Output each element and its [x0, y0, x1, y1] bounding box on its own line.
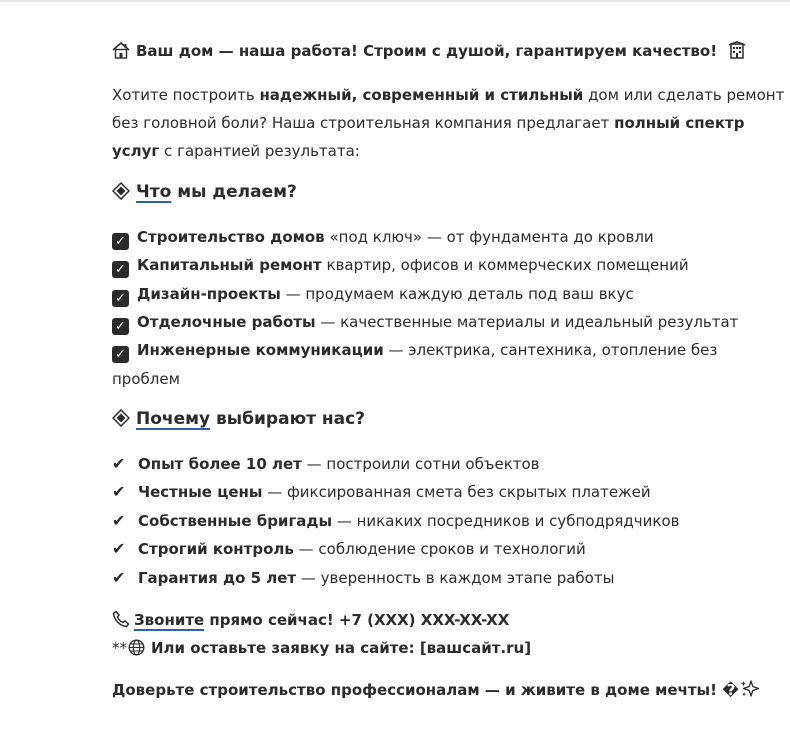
heading-underlined: Что — [136, 182, 172, 202]
checkbox-icon: ✓ — [112, 346, 129, 363]
phone-number: прямо сейчас! +7 (XXX) XXX-XX-XX — [204, 611, 510, 629]
headline — [112, 41, 752, 64]
item-text: квартир, офисов и коммерческих помещений — [321, 256, 689, 274]
top-divider — [0, 0, 790, 2]
item-bold: Опыт более 10 лет — [138, 455, 302, 473]
item-bold: Гарантия до 5 лет — [138, 569, 297, 587]
item-text: — качественные материалы и идеальный результат — [315, 313, 739, 331]
check-icon: ✔ — [112, 511, 126, 530]
list-item — [112, 539, 586, 559]
intro-text: без головной боли? Наша строительная компания предлагает — [112, 114, 615, 132]
item-bold: Капитальный ремонт — [137, 256, 322, 274]
intro-text: Хотите построить — [112, 86, 260, 104]
list-item — [112, 312, 738, 335]
checkbox-icon: ✓ — [112, 290, 129, 307]
list-item — [112, 340, 717, 363]
item-text: — построили сотни объектов — [301, 455, 540, 473]
item-bold: Отделочные работы — [137, 313, 316, 331]
heading-rest: выбирают нас? — [210, 409, 366, 429]
check-icon: ✔ — [112, 539, 126, 558]
list-item — [112, 284, 634, 307]
heading-underlined: Почему — [136, 409, 211, 429]
checkbox-icon: ✓ — [112, 261, 129, 278]
closing-line — [112, 680, 766, 703]
item-bold: Строгий контроль — [138, 540, 294, 558]
item-text: — фиксированная смета без скрытых платежей — [262, 483, 651, 501]
intro-bold: услуг — [112, 142, 160, 160]
item-text: — соблюдение сроков и технологий — [293, 540, 586, 558]
section-what-we-do-heading — [112, 182, 297, 205]
sparkles-icon — [740, 680, 760, 703]
list-item — [112, 227, 654, 250]
item-text: — никаких посредников и субподрядчиков — [332, 512, 680, 530]
phone-icon — [112, 610, 130, 633]
list-item — [112, 255, 689, 278]
item-bold: Честные цены — [138, 483, 263, 501]
check-icon: ✔ — [112, 568, 126, 587]
item-bold: Собственные бригады — [138, 512, 333, 530]
item-text: — уверенность в каждом этапе работы — [296, 569, 615, 587]
intro-bold: полный спектр — [614, 114, 745, 132]
call-link[interactable]: Звоните — [134, 611, 205, 629]
intro-line-2 — [112, 113, 744, 133]
item-text: проблем — [112, 370, 180, 388]
list-item — [112, 568, 614, 588]
building-icon — [728, 41, 746, 64]
check-icon: ✔ — [112, 454, 126, 473]
website-line — [112, 638, 531, 661]
heading-rest: мы делаем? — [171, 182, 297, 202]
item-text: «под ключ» — от фундамента до кровли — [324, 228, 654, 246]
section-why-us-heading — [112, 409, 365, 432]
intro-line-1 — [112, 85, 784, 105]
markdown-asterisks: ** — [112, 639, 127, 657]
list-item — [112, 482, 651, 502]
intro-bold: надежный, современный и стильный — [259, 86, 584, 104]
intro-line-3 — [112, 141, 360, 161]
diamond-icon — [112, 182, 130, 205]
call-line — [112, 610, 509, 633]
intro-text: с гарантией результата: — [159, 142, 360, 160]
house-icon — [112, 42, 130, 64]
item-bold: Строительство домов — [137, 228, 325, 246]
list-item-continuation — [112, 369, 180, 389]
item-text: — электрика, сантехника, отопление без — [383, 341, 718, 359]
website-text: Или оставьте заявку на сайте: [вашсайт.ru] — [151, 639, 532, 657]
item-bold: Инженерные коммуникации — [137, 341, 384, 359]
broken-glyph: � — [722, 681, 739, 699]
item-text: — продумаем каждую деталь под ваш вкус — [280, 285, 634, 303]
item-bold: Дизайн-проекты — [137, 285, 281, 303]
intro-text: дом или сделать ремонт — [583, 86, 785, 104]
check-icon: ✔ — [112, 482, 126, 501]
checkbox-icon: ✓ — [112, 233, 129, 250]
headline-text: Ваш дом — наша работа! Строим с душой, гарантируем качество! — [136, 42, 718, 60]
list-item — [112, 454, 540, 474]
globe-icon — [128, 639, 145, 661]
closing-text: Доверьте строительство профессионалам — и живите в доме мечты! — [112, 681, 717, 699]
checkbox-icon: ✓ — [112, 318, 129, 335]
diamond-icon — [112, 409, 130, 432]
list-item — [112, 511, 680, 531]
